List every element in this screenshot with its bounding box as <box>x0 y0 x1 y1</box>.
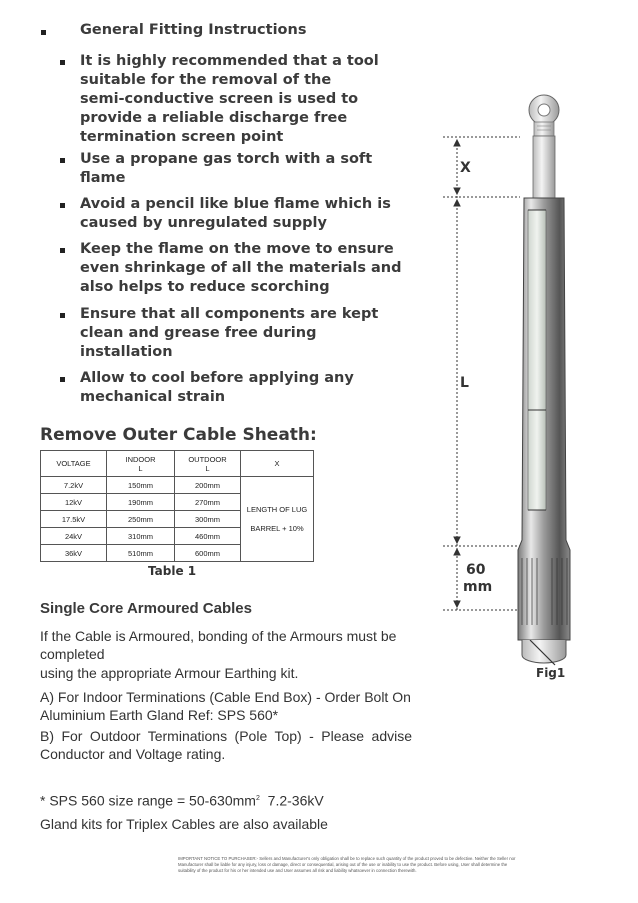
paragraph-line: Aluminium Earth Gland Ref: SPS 560* <box>40 707 279 723</box>
cable-termination-figure <box>420 80 620 680</box>
dimension-line <box>443 137 520 610</box>
size-range-voltage: 7.2-36kV <box>267 792 324 809</box>
bullet-marker <box>60 158 65 163</box>
list-item-line: Ensure that all components are kept <box>80 306 379 322</box>
table-caption: Table 1 <box>148 564 197 578</box>
list-item-line: also helps to reduce scorching <box>80 279 330 295</box>
list-item-line: even shrinkage of all the materials and <box>80 260 402 276</box>
armoured-paragraph-4 <box>40 727 412 763</box>
triplex-note: Gland kits for Triplex Cables are also available <box>40 816 328 832</box>
list-item <box>80 52 420 147</box>
bullet-marker <box>60 203 65 208</box>
dimension-mm-label: mm <box>463 579 493 595</box>
list-item-line: flame <box>80 170 126 186</box>
dimension-l-label: L <box>460 375 469 391</box>
table-cell: 510mm <box>107 545 175 562</box>
size-range-line <box>40 790 440 810</box>
col-header-indoor-2: L <box>138 463 143 473</box>
armoured-paragraph-1 <box>40 627 412 663</box>
dimension-x-label: X <box>460 160 471 176</box>
list-item <box>80 240 420 297</box>
table-cell: 600mm <box>175 545 241 562</box>
list-item-line: It is highly recommended that a tool <box>80 53 379 69</box>
armoured-heading: Single Core Armoured Cables <box>40 600 252 617</box>
list-item-line: Allow to cool before applying any <box>80 370 354 386</box>
list-item-line: semi-conductive screen is used to <box>80 91 359 107</box>
table-cell: 36kV <box>41 545 107 562</box>
list-item <box>80 150 420 188</box>
figure-caption: Fig1 <box>536 666 566 680</box>
list-item-line: Keep the flame on the move to ensure <box>80 241 394 257</box>
paragraph-line: Conductor and Voltage rating. <box>40 746 226 762</box>
list-item-line: installation <box>80 344 173 360</box>
table-row <box>41 477 314 494</box>
bullet-marker <box>60 377 65 382</box>
legal-line: Manufacturer shall be liable for any injury, loss or damage, direct or consequential, arising out of the use or inability to use the product. Before using, User shall determine the <box>178 862 508 867</box>
table-cell: 7.2kV <box>41 477 107 494</box>
bullet-marker <box>60 60 65 65</box>
table-cell: 310mm <box>107 528 175 545</box>
list-item-line: Avoid a pencil like blue flame which is <box>80 196 391 212</box>
table-cell: 270mm <box>175 494 241 511</box>
table-cell: 460mm <box>175 528 241 545</box>
table-cell: 250mm <box>107 511 175 528</box>
legal-line: suitability of the product for his or her intended use and User assumes all risk and liability whatsoever in connection therewith. <box>178 868 417 873</box>
bullet-marker <box>60 313 65 318</box>
list-item-line: Use a propane gas torch with a soft <box>80 151 373 167</box>
size-range-superscript: 2 <box>255 795 260 802</box>
paragraph-line: If the Cable is Armoured, bonding of the Armours must be <box>40 628 397 644</box>
table-cell: 200mm <box>175 477 241 494</box>
col-header-indoor <box>107 451 175 477</box>
armoured-paragraph-3 <box>40 688 412 724</box>
armoured-paragraph-2: using the appropriate Armour Earthing kit. <box>40 665 299 681</box>
x-note-line-1: LENGTH OF LUG <box>246 505 308 514</box>
list-item <box>80 195 420 233</box>
col-header-outdoor-2: L <box>205 463 210 473</box>
list-item-line: caused by unregulated supply <box>80 215 327 231</box>
list-item <box>80 305 420 362</box>
table-cell: 24kV <box>41 528 107 545</box>
col-header-indoor-1: INDOOR <box>125 454 156 464</box>
list-item-line: provide a reliable discharge free <box>80 110 348 126</box>
list-item-line: mechanical strain <box>80 389 226 405</box>
remove-sheath-heading: Remove Outer Cable Sheath: <box>40 425 317 445</box>
col-header-outdoor <box>175 451 241 477</box>
size-range-text: * SPS 560 size range = 50-630mm <box>40 792 256 809</box>
sheath-table <box>40 450 314 562</box>
fitting-heading: General Fitting Instructions <box>80 22 307 38</box>
x-note-line-2: BARREL + 10% <box>250 524 304 533</box>
lug-icon <box>529 95 559 136</box>
table-cell: 17.5kV <box>41 511 107 528</box>
legal-line: IMPORTANT NOTICE TO PURCHASER:- Sellers and Manufacturer's only obligation shall be to replace such quantity of the product proved to be defective. Neither the Seller nor <box>178 856 516 861</box>
table-cell: 12kV <box>41 494 107 511</box>
table-cell: 150mm <box>107 477 175 494</box>
paragraph-line: A) For Indoor Terminations (Cable End Box) - Order Bolt On <box>40 689 411 705</box>
list-item-line: suitable for the removal of the <box>80 72 332 88</box>
list-item <box>80 369 420 407</box>
dimension-60-label: 60 <box>466 562 486 578</box>
paragraph-line: B) For Outdoor Terminations (Pole Top) - Please advise <box>40 728 412 744</box>
list-item-line: clean and grease free during <box>80 325 317 341</box>
legal-notice <box>178 856 538 874</box>
col-header-x: X <box>241 451 314 477</box>
list-item-line: termination screen point <box>80 129 284 145</box>
paragraph-line: completed <box>40 646 105 662</box>
x-note-cell <box>241 477 314 562</box>
lug-barrel <box>533 136 555 198</box>
bullet-marker <box>60 248 65 253</box>
core-insulation <box>528 210 546 510</box>
table-cell: 300mm <box>175 511 241 528</box>
col-header-voltage: VOLTAGE <box>41 451 107 477</box>
table-cell: 190mm <box>107 494 175 511</box>
col-header-outdoor-1: OUTDOOR <box>188 454 227 464</box>
bullet-marker <box>41 30 46 35</box>
